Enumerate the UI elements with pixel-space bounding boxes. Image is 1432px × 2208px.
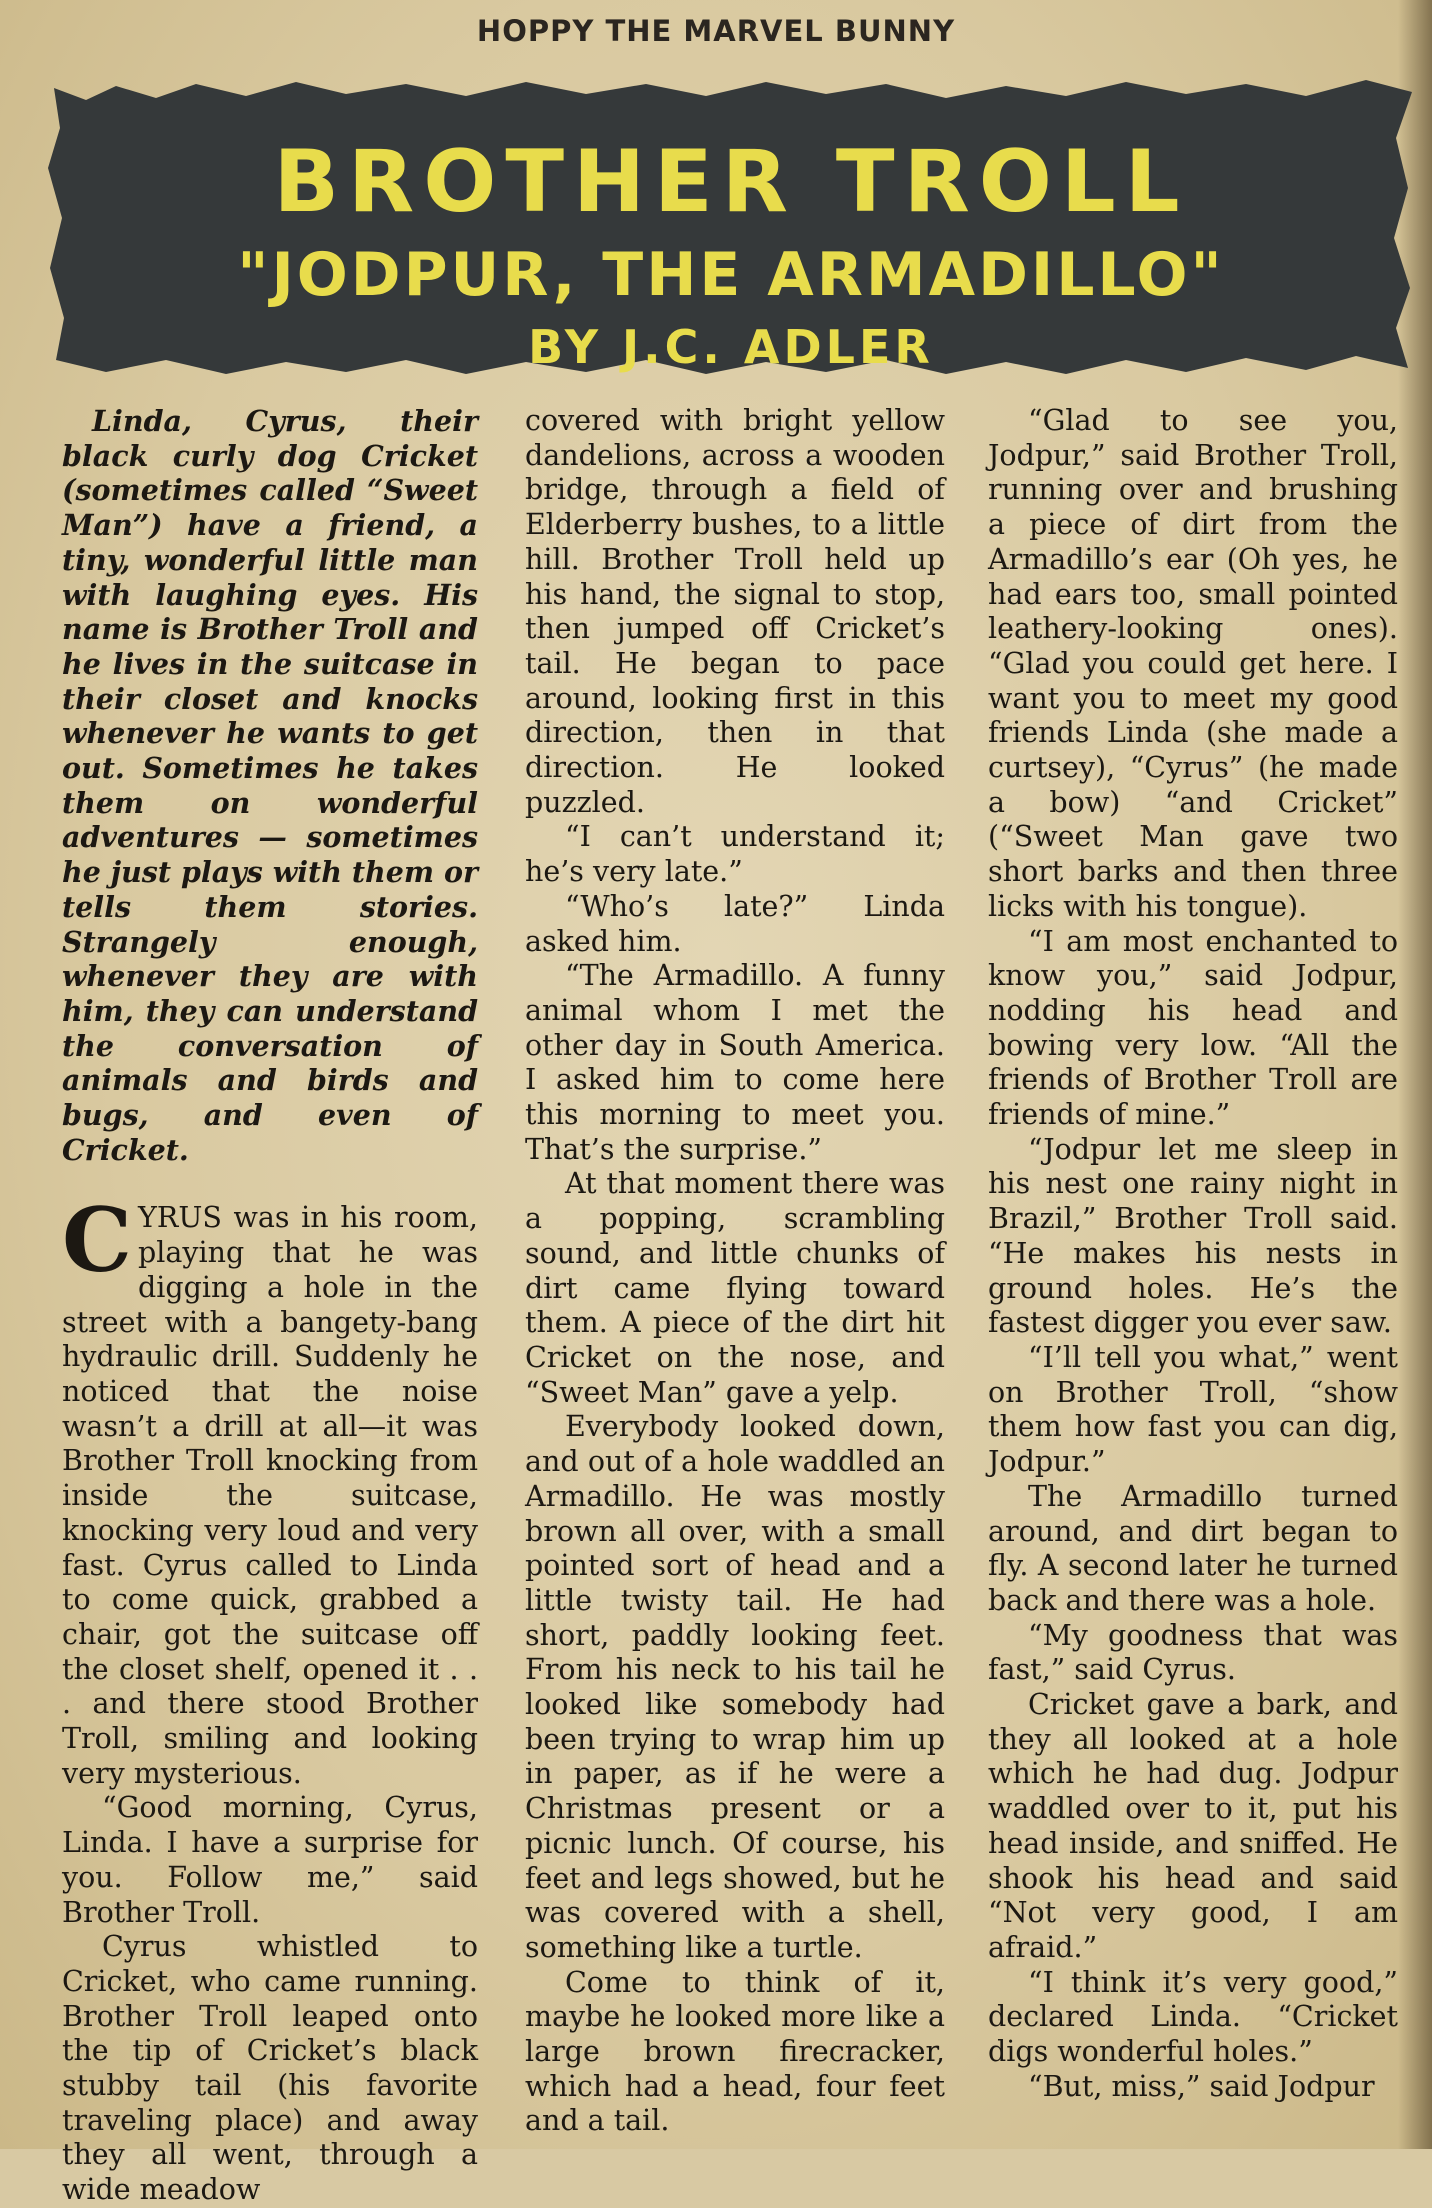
paragraph: Cricket gave a bark, and they all looked at a hole which he had dug. Jodpur waddled over to it, put his head inside, and sniffed. He shook his head and said “Not very good, I am afraid.” <box>988 1688 1398 1964</box>
paragraph: “Good morning, Cyrus, Linda. I have a surprise for you. Follow me,” said Brother Troll. <box>62 1791 478 1929</box>
paragraph: Cyrus whistled to Cricket, who came running. Brother Troll leaped onto the tip of Cricket’s black stubby tail (his favorite traveling place) and away they all went, through a wide meadow <box>62 1930 478 2207</box>
paragraph: Everybody looked down, and out of a hole waddled an Armadillo. He was mostly brown all over, with a small pointed sort of head and a little twisty tail. He had short, paddly looking feet. From his neck to his tail he looked like somebody had been trying to wrap him up in paper, as if he were a Christmas present or a picnic lunch. Of course, his feet and legs showed, but he was covered with a shell, something like a turtle. <box>525 1410 945 1964</box>
story-title: BROTHER TROLL <box>273 132 1189 232</box>
opening-text: YRUS was in his room, playing that he was digging a hole in the street with a bangety-bang hydraulic drill. Suddenly he noticed that the noise wasn’t a drill at all—it was Brother Troll knocking from inside the suitcase, knocking very loud and very fast. Cyrus called to Linda to come quick, grabbed a chair, got the suitcase off the closet shelf, opened it . . . and there stood Brother Troll, smiling and looking very mysterious. <box>62 1201 478 1790</box>
drop-cap: C <box>62 1188 133 1293</box>
paragraph: At that moment there was a popping, scrambling sound, and little chunks of dirt came flying toward them. A piece of the dirt hit Cricket on the nose, and “Sweet Man” gave a yelp. <box>525 1167 945 1409</box>
paragraph: “I am most enchanted to know you,” said Jodpur, nodding his head and bowing very low. “All the friends of Brother Troll are friends of mine.” <box>988 924 1398 1132</box>
column-1 <box>62 404 478 2208</box>
paragraph: “I think it’s very good,” declared Linda. “Cricket digs wonderful holes.” <box>988 1965 1398 2069</box>
paragraph: The Armadillo turned around, and dirt began to fly. A second later he turned back and there was a hole. <box>988 1479 1398 1617</box>
running-head: HOPPY THE MARVEL BUNNY <box>476 14 956 48</box>
column-3 <box>988 404 1398 2104</box>
paragraph: “Glad to see you, Jodpur,” said Brother Troll, running over and brushing a piece of dirt from the Armadillo’s ear (Oh yes, he had ears too, small pointed leathery-looking ones). “Glad you could get here. I want you to meet my good friends Linda (she made a curtsey), “Cyrus” (he made a bow) “and Cricket” (“Sweet Man gave two short barks and then three licks with his tongue). <box>988 404 1398 923</box>
story-byline: BY J.C. ADLER <box>528 320 934 374</box>
story-subtitle: "JODPUR, THE ARMADILLO" <box>237 240 1225 310</box>
paragraph: Come to think of it, maybe he looked more like a large brown firecracker, which had a head, four feet and a tail. <box>525 1965 945 2138</box>
paragraph: “I’ll tell you what,” went on Brother Troll, “show them how fast you can dig, Jodpur.” <box>988 1340 1398 1479</box>
column-2 <box>525 404 945 2139</box>
intro-paragraph: Linda, Cyrus, their black curly dog Cricket (sometimes called “Sweet Man”) have a friend, a tiny, wonderful little man with laughing eyes. His name is Brother Troll and he lives in the suitcase in their closet and knocks whenever he wants to get out. Sometimes he takes them on wonderful adventures — sometimes he just plays with them or tells them stories. Strangely enough, whenever they are with him, they can understand the conversation of animals and birds and bugs, and even of Cricket. <box>62 404 478 1167</box>
paragraph: “The Armadillo. A funny animal whom I met the other day in South America. I asked him to come here this morning to meet you. That’s the surprise.” <box>525 959 945 1166</box>
paragraph: “Who’s late?” Linda asked him. <box>525 889 945 958</box>
paragraph: “I can’t understand it; he’s very late.” <box>525 820 945 889</box>
paragraph: “But, miss,” said Jodpur <box>1028 2069 1375 2103</box>
title-banner <box>46 78 1416 378</box>
continuation-paragraph: covered with bright yellow dandelions, across a wooden bridge, through a field of Elderberry bushes, to a little hill. Brother Troll held up his hand, the signal to stop, then jumped off Cricket’s tail. He began to pace around, looking first in this direction, then in that direction. He looked puzzled. <box>525 404 945 819</box>
paragraph: “My goodness that was fast,” said Cyrus. <box>988 1618 1398 1687</box>
opening-paragraph <box>62 1188 478 1791</box>
paragraph: “Jodpur let me sleep in his nest one rainy night in Brazil,” Brother Troll said. “He makes his nests in ground holes. He’s the fastest digger you ever saw. <box>988 1132 1398 1340</box>
